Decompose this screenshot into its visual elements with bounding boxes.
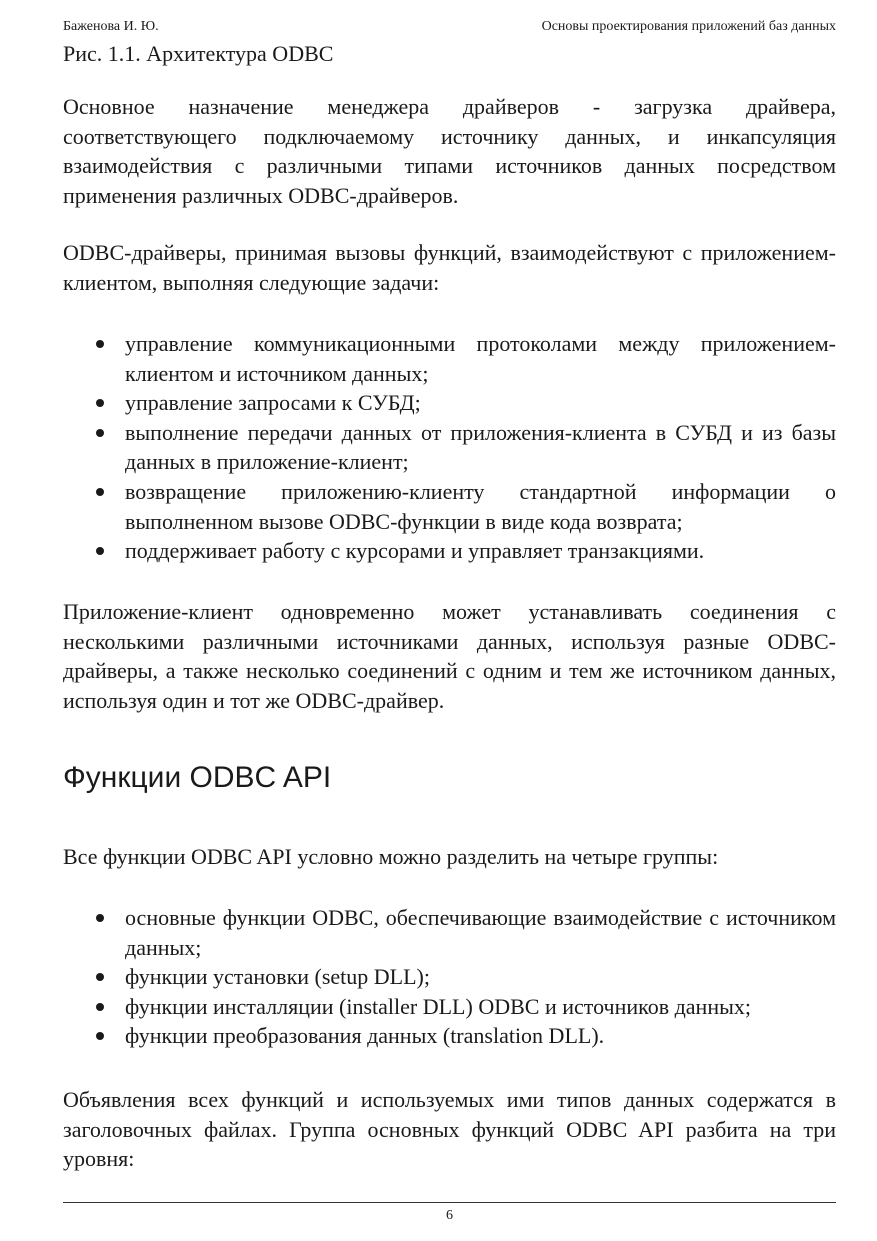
list-item-text: функции преобразования данных (translation DLL). — [125, 1023, 605, 1049]
list-item-text: функции инсталляции (installer DLL) ODBC и источников данных; — [125, 993, 751, 1019]
bullet-icon — [96, 429, 104, 437]
list-item — [63, 962, 836, 992]
list-item-text: возвращение приложению-клиенту стандартной информации о выполненном вызове ODBC-функции в виде кода возврата; — [125, 478, 836, 534]
bullet-icon — [96, 1032, 104, 1040]
list-item-text: выполнение передачи данных от приложения-клиента в СУБД и из базы данных в приложение-клиент; — [125, 419, 836, 475]
bullet-icon — [96, 1003, 104, 1011]
section-heading: Функции ODBC API — [63, 761, 332, 794]
list-item — [63, 992, 836, 1022]
bullet-icon — [96, 973, 104, 981]
list-item-text: управление коммуникационными протоколами между приложением-клиентом и источником данных; — [125, 331, 836, 386]
list-item — [63, 1021, 836, 1051]
bullet-icon — [96, 399, 104, 407]
paragraph-odbc-drivers: ODBC-драйверы, принимая вызовы функций, взаимодействуют с приложением-клиентом, выполняя следующие задачи: — [63, 240, 836, 295]
header-book-title: Основы проектирования приложений баз данных — [541, 19, 836, 34]
groups-list — [63, 903, 836, 1051]
list-item — [63, 329, 836, 388]
list-item — [63, 536, 836, 566]
bullet-icon — [96, 914, 104, 922]
bullet-icon — [96, 340, 104, 348]
paragraph-client-connections: Приложение-клиент одновременно может устанавливать соединения с несколькими различными источниками данных, используя разные ODBC-драйверы, а также несколько соединений с одним и тем же источником данных, используя один и тот же ODBC-драйвер. — [63, 599, 836, 713]
paragraph-function-groups-intro: Все функции ODBC API условно можно разделить на четыре группы: — [63, 844, 719, 869]
list-item — [63, 903, 836, 962]
list-item-text: функции установки (setup DLL); — [125, 964, 430, 990]
list-item-text: управление запросами к СУБД; — [125, 390, 421, 416]
list-item — [63, 477, 836, 536]
running-header — [63, 17, 836, 37]
paragraph-declarations: Объявления всех функций и используемых ими типов данных содержатся в заголовочных файлах. Группа основных функций ODBC API разбита на три уровня: — [63, 1087, 836, 1172]
footer-divider — [63, 1202, 836, 1203]
list-item-text: поддерживает работу с курсорами и управляет транзакциями. — [125, 538, 705, 564]
figure-caption: Рис. 1.1. Архитектура ODBC — [63, 41, 334, 66]
page-number: 6 — [446, 1208, 453, 1223]
header-author: Баженова И. Ю. — [63, 19, 159, 34]
list-item — [63, 388, 836, 418]
paragraph-driver-manager: Основное назначение менеджера драйверов - загрузка драйвера, соответствующего подключаемому источнику данных, и инкапсуляция взаимодействия с различными типами источников данных посредством применения различных ODBC-драйверов. — [63, 94, 836, 208]
list-item — [63, 418, 836, 477]
list-item-text: основные функции ODBC, обеспечивающие взаимодействие с источником данных; — [125, 905, 836, 960]
tasks-list — [63, 329, 836, 566]
bullet-icon — [96, 488, 104, 496]
bullet-icon — [96, 547, 104, 555]
